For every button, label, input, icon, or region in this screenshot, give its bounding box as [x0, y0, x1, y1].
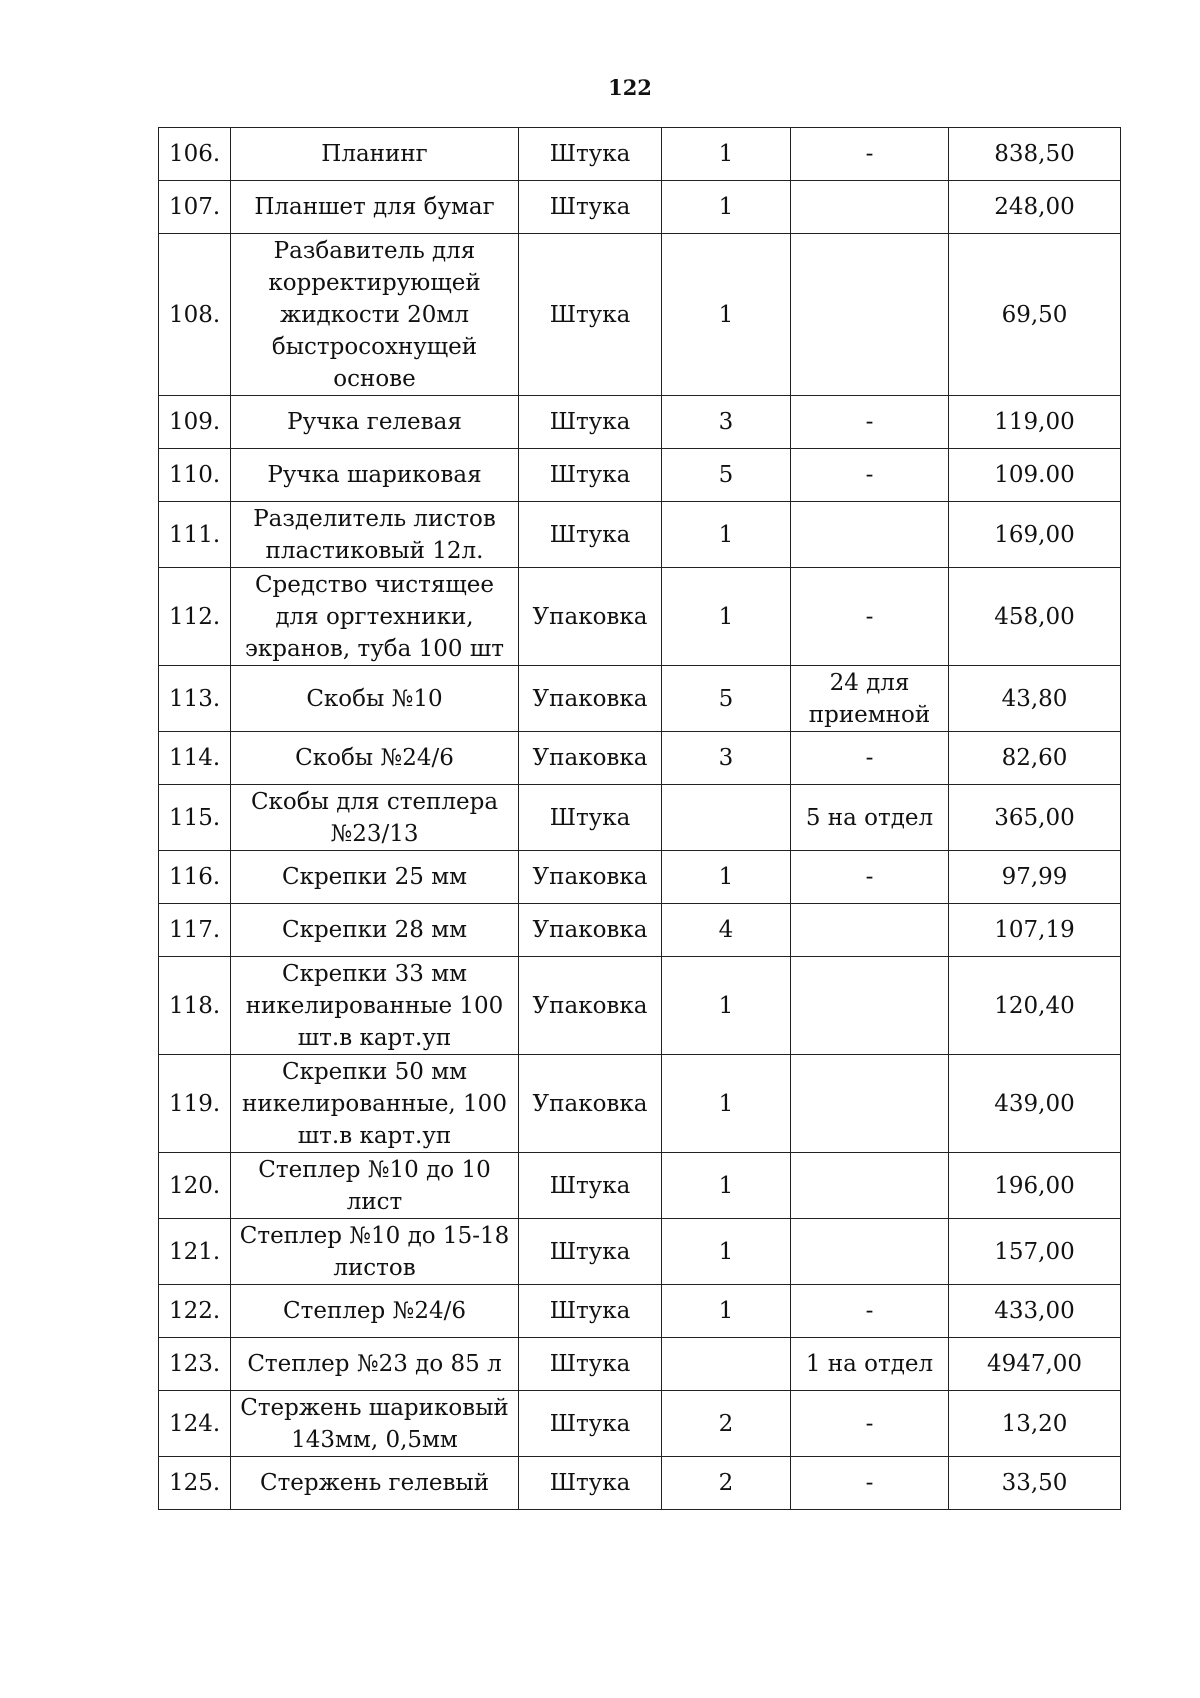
item-unit: Штука [519, 449, 662, 502]
item-quantity: 3 [662, 396, 791, 449]
item-note: - [791, 568, 949, 666]
item-name: Скрепки 25 мм [231, 851, 519, 904]
item-price: 196,00 [949, 1153, 1121, 1219]
item-quantity: 1 [662, 568, 791, 666]
item-unit: Штука [519, 1391, 662, 1457]
item-quantity: 1 [662, 1285, 791, 1338]
item-number: 117. [159, 904, 231, 957]
page-number: 122 [608, 75, 652, 100]
item-note: - [791, 1391, 949, 1457]
item-note [791, 1055, 949, 1153]
item-note: 5 на отдел [791, 785, 949, 851]
item-unit: Штука [519, 1457, 662, 1510]
item-number: 122. [159, 1285, 231, 1338]
item-price: 169,00 [949, 502, 1121, 568]
item-price: 157,00 [949, 1219, 1121, 1285]
item-number: 125. [159, 1457, 231, 1510]
item-unit: Упаковка [519, 1055, 662, 1153]
table-row [159, 1285, 1121, 1338]
item-note [791, 904, 949, 957]
item-quantity: 1 [662, 181, 791, 234]
item-unit: Штука [519, 502, 662, 568]
item-quantity [662, 1338, 791, 1391]
item-name: Стержень шариковый 143мм, 0,5мм [231, 1391, 519, 1457]
item-quantity: 1 [662, 128, 791, 181]
item-quantity: 5 [662, 666, 791, 732]
item-price: 120,40 [949, 957, 1121, 1055]
item-unit: Упаковка [519, 732, 662, 785]
item-number: 118. [159, 957, 231, 1055]
item-quantity: 1 [662, 234, 791, 396]
item-unit: Штука [519, 396, 662, 449]
item-quantity: 1 [662, 957, 791, 1055]
item-note: - [791, 1285, 949, 1338]
item-note [791, 502, 949, 568]
item-price: 107,19 [949, 904, 1121, 957]
item-note: - [791, 851, 949, 904]
item-price: 458,00 [949, 568, 1121, 666]
item-name: Степлер №23 до 85 л [231, 1338, 519, 1391]
table-row [159, 851, 1121, 904]
item-name: Планинг [231, 128, 519, 181]
item-note: 24 для приемной [791, 666, 949, 732]
item-quantity: 1 [662, 1153, 791, 1219]
item-number: 108. [159, 234, 231, 396]
item-price: 248,00 [949, 181, 1121, 234]
item-number: 115. [159, 785, 231, 851]
item-name: Степлер №24/6 [231, 1285, 519, 1338]
item-note: 1 на отдел [791, 1338, 949, 1391]
item-price: 13,20 [949, 1391, 1121, 1457]
item-name: Скрепки 50 мм никелированные, 100 шт.в карт.уп [231, 1055, 519, 1153]
item-unit: Штука [519, 1338, 662, 1391]
item-note [791, 181, 949, 234]
table-row [159, 1055, 1121, 1153]
item-note: - [791, 396, 949, 449]
item-price: 365,00 [949, 785, 1121, 851]
item-note [791, 957, 949, 1055]
item-price: 69,50 [949, 234, 1121, 396]
item-quantity: 5 [662, 449, 791, 502]
item-name: Разделитель листов пластиковый 12л. [231, 502, 519, 568]
table-row [159, 181, 1121, 234]
item-unit: Упаковка [519, 666, 662, 732]
item-price: 33,50 [949, 1457, 1121, 1510]
item-number: 120. [159, 1153, 231, 1219]
item-price: 439,00 [949, 1055, 1121, 1153]
table-row [159, 234, 1121, 396]
item-unit: Штука [519, 128, 662, 181]
item-number: 113. [159, 666, 231, 732]
item-unit: Упаковка [519, 957, 662, 1055]
item-unit: Штука [519, 1219, 662, 1285]
item-quantity [662, 785, 791, 851]
item-unit: Штука [519, 181, 662, 234]
item-quantity: 4 [662, 904, 791, 957]
item-quantity: 2 [662, 1457, 791, 1510]
item-name: Стержень гелевый [231, 1457, 519, 1510]
item-quantity: 1 [662, 851, 791, 904]
item-number: 112. [159, 568, 231, 666]
item-quantity: 2 [662, 1391, 791, 1457]
item-name: Скрепки 33 мм никелированные 100 шт.в карт.уп [231, 957, 519, 1055]
table-row [159, 1338, 1121, 1391]
item-quantity: 1 [662, 1055, 791, 1153]
item-name: Скобы №24/6 [231, 732, 519, 785]
table-row [159, 568, 1121, 666]
item-unit: Упаковка [519, 904, 662, 957]
table-row [159, 1219, 1121, 1285]
table-row [159, 957, 1121, 1055]
item-price: 433,00 [949, 1285, 1121, 1338]
table-row [159, 396, 1121, 449]
item-note: - [791, 732, 949, 785]
item-unit: Упаковка [519, 568, 662, 666]
item-name: Степлер №10 до 10 лист [231, 1153, 519, 1219]
item-price: 82,60 [949, 732, 1121, 785]
item-price: 838,50 [949, 128, 1121, 181]
item-name: Ручка шариковая [231, 449, 519, 502]
item-note [791, 1153, 949, 1219]
item-note [791, 1219, 949, 1285]
item-unit: Штука [519, 1153, 662, 1219]
item-name: Разбавитель для корректирующей жидкости 20мл быстросохнущей основе [231, 234, 519, 396]
item-number: 106. [159, 128, 231, 181]
item-number: 110. [159, 449, 231, 502]
table-row [159, 666, 1121, 732]
table-row [159, 904, 1121, 957]
table-row [159, 1457, 1121, 1510]
item-name: Скобы №10 [231, 666, 519, 732]
item-number: 116. [159, 851, 231, 904]
item-quantity: 1 [662, 502, 791, 568]
item-number: 107. [159, 181, 231, 234]
item-name: Скрепки 28 мм [231, 904, 519, 957]
item-number: 123. [159, 1338, 231, 1391]
item-unit: Штука [519, 1285, 662, 1338]
item-name: Средство чистящее для оргтехники, экранов, туба 100 шт [231, 568, 519, 666]
table-row [159, 785, 1121, 851]
item-name: Степлер №10 до 15-18 листов [231, 1219, 519, 1285]
item-unit: Упаковка [519, 851, 662, 904]
item-number: 121. [159, 1219, 231, 1285]
item-price: 97,99 [949, 851, 1121, 904]
item-quantity: 3 [662, 732, 791, 785]
item-note: - [791, 1457, 949, 1510]
table-row [159, 1391, 1121, 1457]
item-name: Скобы для степлера №23/13 [231, 785, 519, 851]
item-number: 119. [159, 1055, 231, 1153]
item-number: 124. [159, 1391, 231, 1457]
item-name: Ручка гелевая [231, 396, 519, 449]
table-row [159, 1153, 1121, 1219]
table-row [159, 449, 1121, 502]
item-number: 111. [159, 502, 231, 568]
item-name: Планшет для бумаг [231, 181, 519, 234]
item-quantity: 1 [662, 1219, 791, 1285]
item-price: 4947,00 [949, 1338, 1121, 1391]
supplies-table [158, 127, 1121, 1510]
table-row [159, 502, 1121, 568]
item-note: - [791, 449, 949, 502]
table-row [159, 128, 1121, 181]
table-row [159, 732, 1121, 785]
item-note: - [791, 128, 949, 181]
item-number: 114. [159, 732, 231, 785]
item-note [791, 234, 949, 396]
item-price: 43,80 [949, 666, 1121, 732]
item-unit: Штука [519, 785, 662, 851]
item-number: 109. [159, 396, 231, 449]
item-price: 119,00 [949, 396, 1121, 449]
item-unit: Штука [519, 234, 662, 396]
item-price: 109.00 [949, 449, 1121, 502]
